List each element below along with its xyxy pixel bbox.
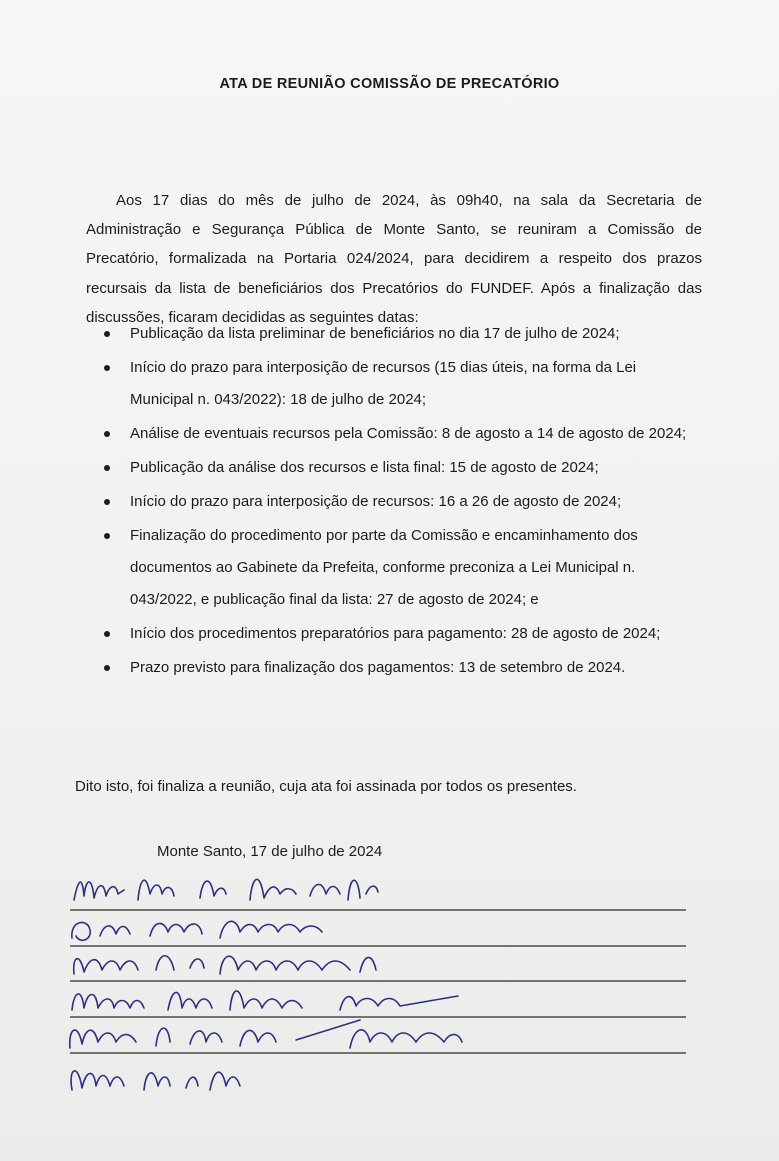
dates-list bbox=[100, 318, 702, 686]
list-item: Início dos procedimentos preparatórios para pagamento: 28 de agosto de 2024; bbox=[100, 618, 702, 650]
signature-6 bbox=[71, 1071, 240, 1090]
signature-2 bbox=[72, 921, 322, 940]
list-item: Início do prazo para interposição de recursos (15 dias úteis, na forma da Lei Municipal n. 043/2022): 18 de julho de 2024; bbox=[100, 352, 702, 416]
signature-block bbox=[60, 860, 700, 1110]
signature-1 bbox=[74, 879, 378, 900]
list-item: Publicação da lista preliminar de beneficiários no dia 17 de julho de 2024; bbox=[100, 318, 702, 350]
place-date: Monte Santo, 17 de julho de 2024 bbox=[157, 843, 383, 860]
list-item: Finalização do procedimento por parte da Comissão e encaminhamento dos documentos ao Gabinete da Prefeita, conforme preconiza a Lei Municipal n. 043/2022, e publicação final da lista: 27 de agosto de 2024; e bbox=[100, 520, 702, 616]
list-item: Análise de eventuais recursos pela Comissão: 8 de agosto a 14 de agosto de 2024; bbox=[100, 418, 702, 450]
signature-4 bbox=[72, 991, 458, 1010]
list-item: Publicação da análise dos recursos e lista final: 15 de agosto de 2024; bbox=[100, 452, 702, 484]
list-item: Prazo previsto para finalização dos pagamentos: 13 de setembro de 2024. bbox=[100, 652, 702, 684]
signature-5 bbox=[70, 1020, 462, 1048]
document-title: ATA DE REUNIÃO COMISSÃO DE PRECATÓRIO bbox=[219, 76, 560, 92]
signature-3 bbox=[74, 956, 376, 974]
intro-paragraph: Aos 17 dias do mês de julho de 2024, às 09h40, na sala da Secretaria de Administração e Segurança Pública de Monte Santo, se reuniram a Comissão de Precatório, formalizada na Portaria 024/2024, para decidirem a respeito dos prazos recursais da lista de beneficiários dos Precatórios do FUNDEF. Após a finalização das discussões, ficaram decididas as seguintes datas: bbox=[86, 192, 702, 326]
signature-lines bbox=[70, 910, 686, 1053]
closing-statement: Dito isto, foi finaliza a reunião, cuja ata foi assinada por todos os presentes. bbox=[75, 778, 577, 795]
list-item: Início do prazo para interposição de recursos: 16 a 26 de agosto de 2024; bbox=[100, 486, 702, 518]
